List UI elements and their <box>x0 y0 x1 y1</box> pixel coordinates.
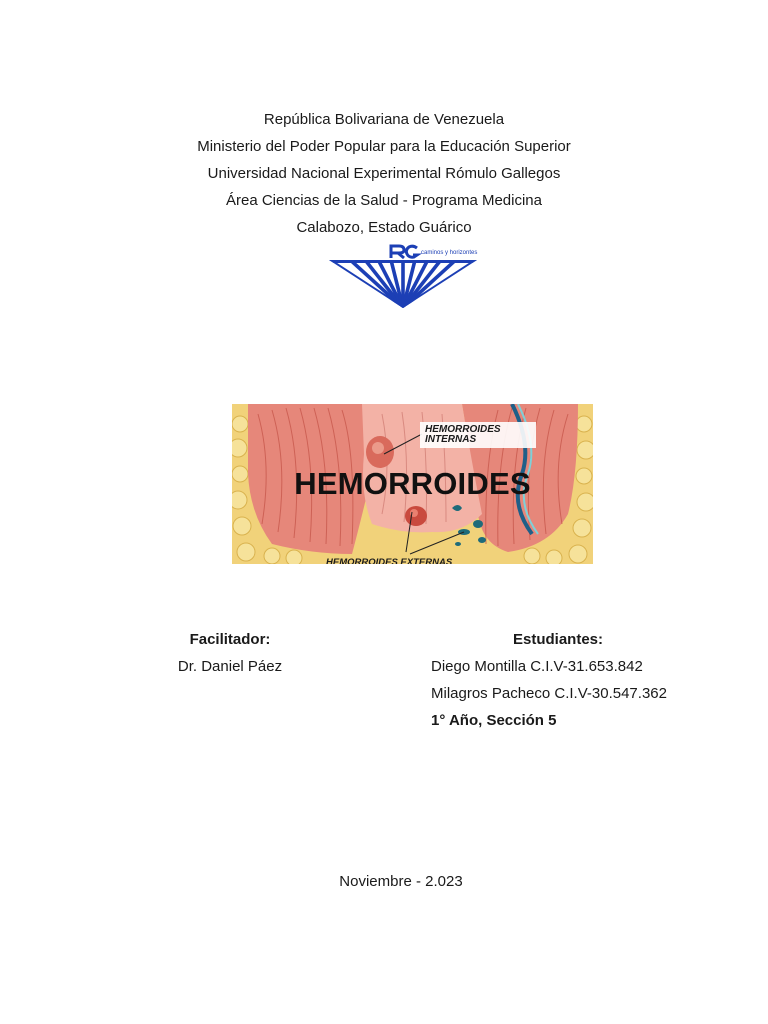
university-logo-icon <box>327 242 479 310</box>
facilitator-block <box>152 626 308 680</box>
students-heading: Estudiantes: <box>513 631 604 648</box>
student-entry: Diego Montilla C.I.V-31.653.842 <box>431 658 643 675</box>
students-block <box>431 626 731 734</box>
label-external-hemorrhoids: HEMORROIDES EXTERNAS <box>326 557 453 564</box>
institution-header <box>0 106 768 241</box>
header-line-program: Área Ciencias de la Salud - Programa Medicina <box>226 192 542 209</box>
section-label: 1° Año, Sección 5 <box>431 712 557 729</box>
cover-illustration <box>232 404 593 564</box>
label-internal-hemorrhoids: HEMORROIDES INTERNAS <box>425 424 501 445</box>
facilitator-name: Dr. Daniel Páez <box>177 658 283 675</box>
student-entry: Milagros Pacheco C.I.V-30.547.362 <box>431 685 667 702</box>
header-line-country: República Bolivariana de Venezuela <box>263 111 505 128</box>
logo-tagline: caminos y horizontes <box>421 250 478 256</box>
document-date: Noviembre - 2.023 <box>339 873 463 890</box>
header-line-university: Universidad Nacional Experimental Rómulo Gallegos <box>207 165 561 182</box>
facilitator-heading: Facilitador: <box>189 631 271 648</box>
header-line-ministry: Ministerio del Poder Popular para la Educación Superior <box>197 138 571 155</box>
header-line-location: Calabozo, Estado Guárico <box>296 219 472 236</box>
cover-title: HEMORROIDES <box>294 466 531 501</box>
